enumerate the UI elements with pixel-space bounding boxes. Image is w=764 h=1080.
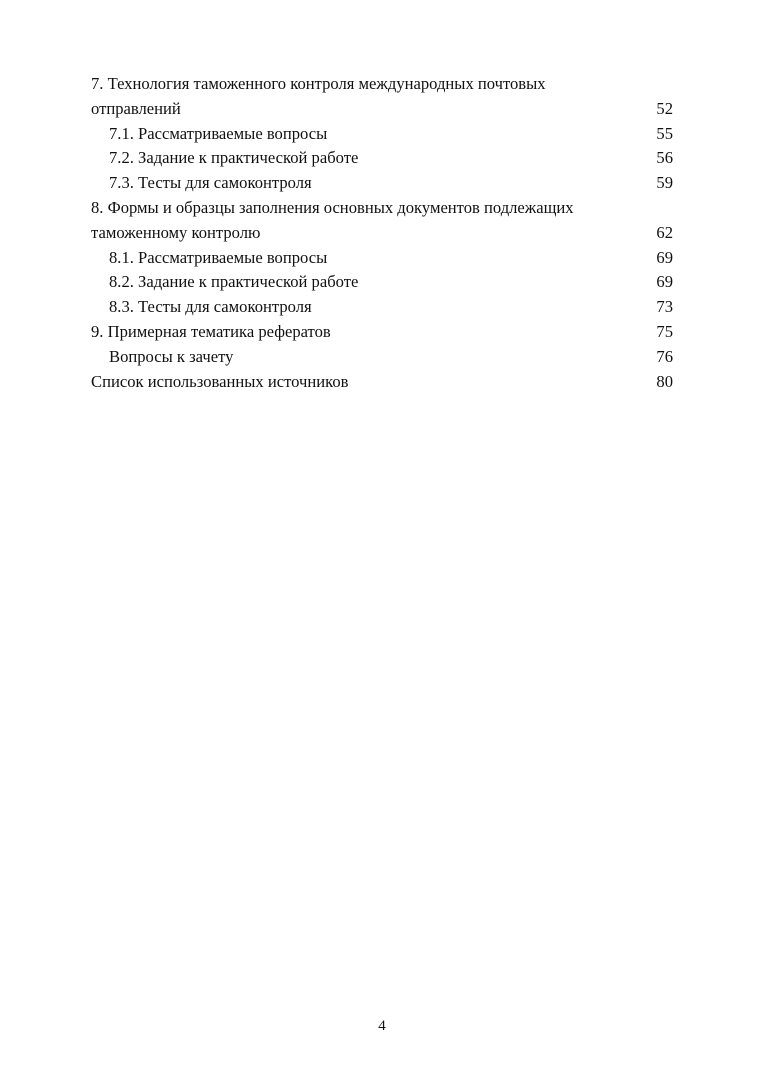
toc-entry-title: Вопросы к зачету — [109, 346, 234, 366]
toc-entry-page: 73 — [656, 297, 673, 317]
toc-entry-page: 52 — [656, 98, 673, 118]
toc-entry-title: Список использованных источников — [91, 371, 349, 391]
toc-entry-page: 62 — [656, 222, 673, 242]
toc-entry-page: 75 — [656, 321, 673, 341]
toc-entry-title: 7.1. Рассматриваемые вопросы — [109, 123, 328, 143]
toc-entry-page: 76 — [656, 346, 673, 366]
toc-entry-page: 59 — [656, 173, 673, 193]
page-number: 4 — [378, 1018, 386, 1034]
toc-entry-title: 8.3. Тесты для самоконтроля — [109, 297, 312, 317]
toc-entry-9[interactable] — [91, 320, 673, 345]
toc-entry-8-3[interactable] — [91, 295, 673, 320]
toc-entry-title: 7. Технология таможенного контроля международных почтовых — [91, 74, 546, 93]
toc-entry-7[interactable] — [91, 72, 673, 97]
toc-entry-title: 7.3. Тесты для самоконтроля — [109, 173, 312, 193]
toc-entry-title: 9. Примерная тематика рефератов — [91, 321, 331, 341]
toc-entry-8-2[interactable] — [91, 270, 673, 295]
toc-entry-page: 80 — [656, 371, 673, 391]
toc-entry-7-1[interactable] — [91, 122, 673, 147]
toc-entry-8-continued[interactable] — [91, 221, 673, 246]
toc-entry-title: отправлений — [91, 98, 181, 118]
toc-entry-title: таможенному контролю — [91, 222, 261, 242]
toc-entry-7-continued[interactable] — [91, 97, 673, 122]
toc-entry-title: 8.1. Рассматриваемые вопросы — [109, 247, 328, 267]
toc-entry-references[interactable] — [91, 370, 673, 395]
toc-entry-7-3[interactable] — [91, 171, 673, 196]
toc-entry-8-1[interactable] — [91, 246, 673, 271]
toc-entry-title: 8. Формы и образцы заполнения основных документов подлежащих — [91, 197, 574, 217]
toc-entry-8[interactable] — [91, 196, 673, 221]
toc-entry-title: 8.2. Задание к практической работе — [109, 272, 359, 292]
toc-entry-page: 56 — [656, 148, 673, 168]
toc-entry-page: 55 — [656, 123, 673, 143]
table-of-contents — [91, 72, 673, 394]
toc-entry-page: 69 — [656, 272, 673, 292]
toc-entry-7-2[interactable] — [91, 146, 673, 171]
toc-entry-title: 7.2. Задание к практической работе — [109, 148, 359, 168]
toc-entry-page: 69 — [656, 247, 673, 267]
toc-entry-exam-questions[interactable] — [91, 345, 673, 370]
